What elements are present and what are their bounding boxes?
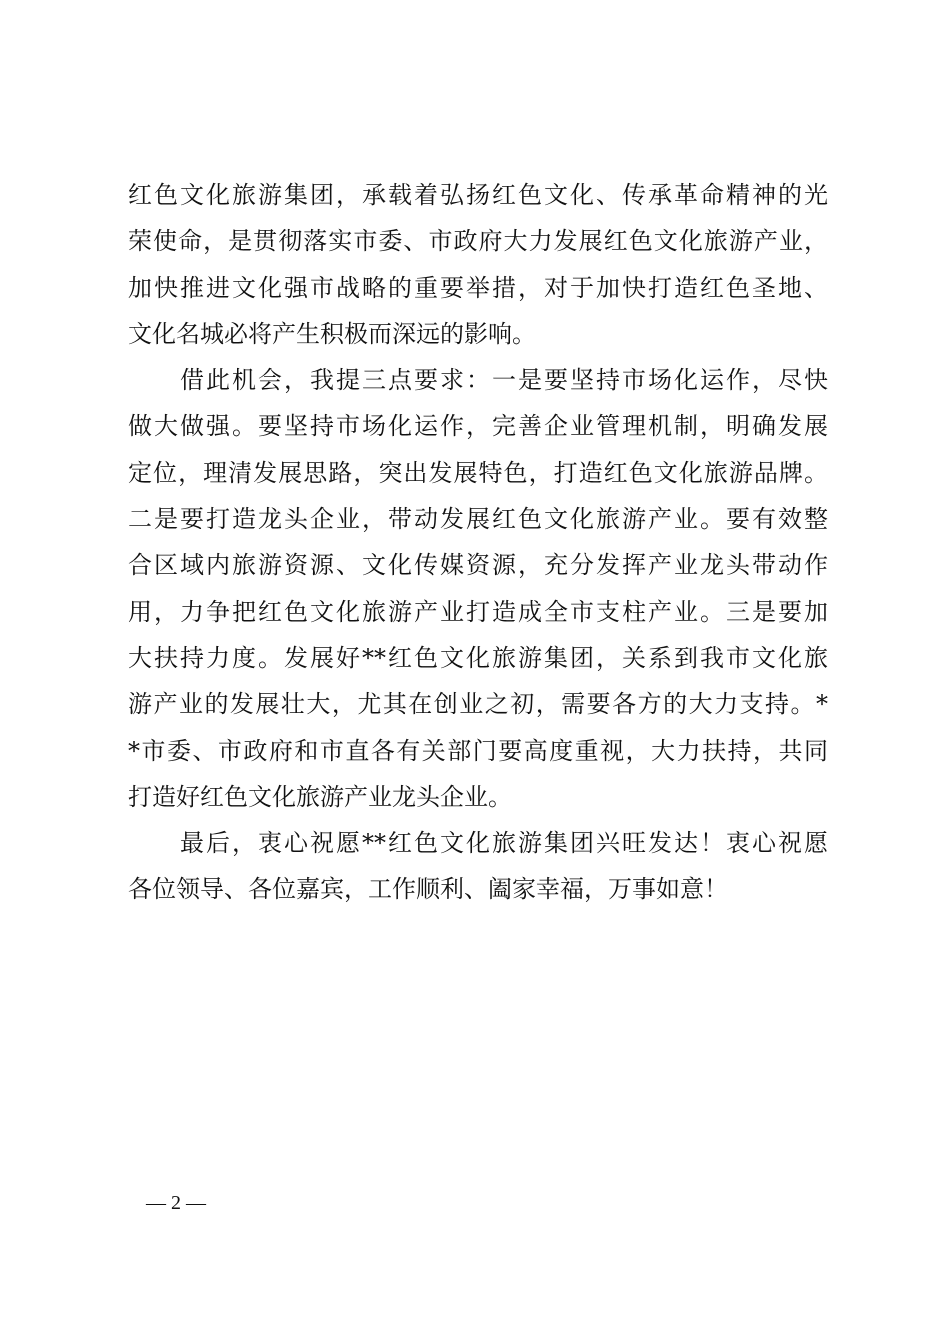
text-line: 最后，衷心祝愿**红色文化旅游集团兴旺发达！衷心祝愿 bbox=[180, 829, 828, 858]
document-body bbox=[128, 172, 828, 913]
paragraph-1 bbox=[128, 172, 828, 357]
text-line: 打造好红色文化旅游产业龙头企业。 bbox=[128, 782, 512, 811]
text-line: 文化名城必将产生积极而深远的影响。 bbox=[128, 319, 536, 348]
paragraph-2 bbox=[128, 357, 828, 820]
text-line: 合区域内旅游资源、文化传媒资源，充分发挥产业龙头带动作 bbox=[128, 551, 828, 580]
text-line: 红色文化旅游集团，承载着弘扬红色文化、传承革命精神的光 bbox=[128, 181, 828, 209]
text-line: 荣使命，是贯彻落实市委、市政府大力发展红色文化旅游产业， bbox=[128, 227, 828, 256]
text-line: 大扶持力度。发展好**红色文化旅游集团，关系到我市文化旅 bbox=[128, 643, 828, 672]
text-line: 游产业的发展壮大，尤其在创业之初，需要各方的大力支持。* bbox=[128, 690, 828, 719]
text-line: *市委、市政府和市直各有关部门要高度重视，大力扶持，共同 bbox=[128, 736, 828, 765]
text-line: 二是要打造龙头企业，带动发展红色文化旅游产业。要有效整 bbox=[128, 505, 828, 534]
text-line: 借此机会，我提三点要求：一是要坚持市场化运作，尽快 bbox=[180, 366, 828, 395]
text-line: 定位，理清发展思路，突出发展特色，打造红色文化旅游品牌。 bbox=[128, 458, 828, 487]
text-line: 各位领导、各位嘉宾，工作顺利、阖家幸福，万事如意！ bbox=[128, 875, 728, 904]
text-line: 加快推进文化强市战略的重要举措，对于加快打造红色圣地、 bbox=[128, 273, 828, 302]
paragraph-3 bbox=[128, 820, 828, 913]
text-line: 用，力争把红色文化旅游产业打造成全市支柱产业。三是要加 bbox=[128, 597, 828, 626]
page-number: — 2 — bbox=[146, 1192, 206, 1214]
text-line: 做大做强。要坚持市场化运作，完善企业管理机制，明确发展 bbox=[128, 412, 828, 441]
